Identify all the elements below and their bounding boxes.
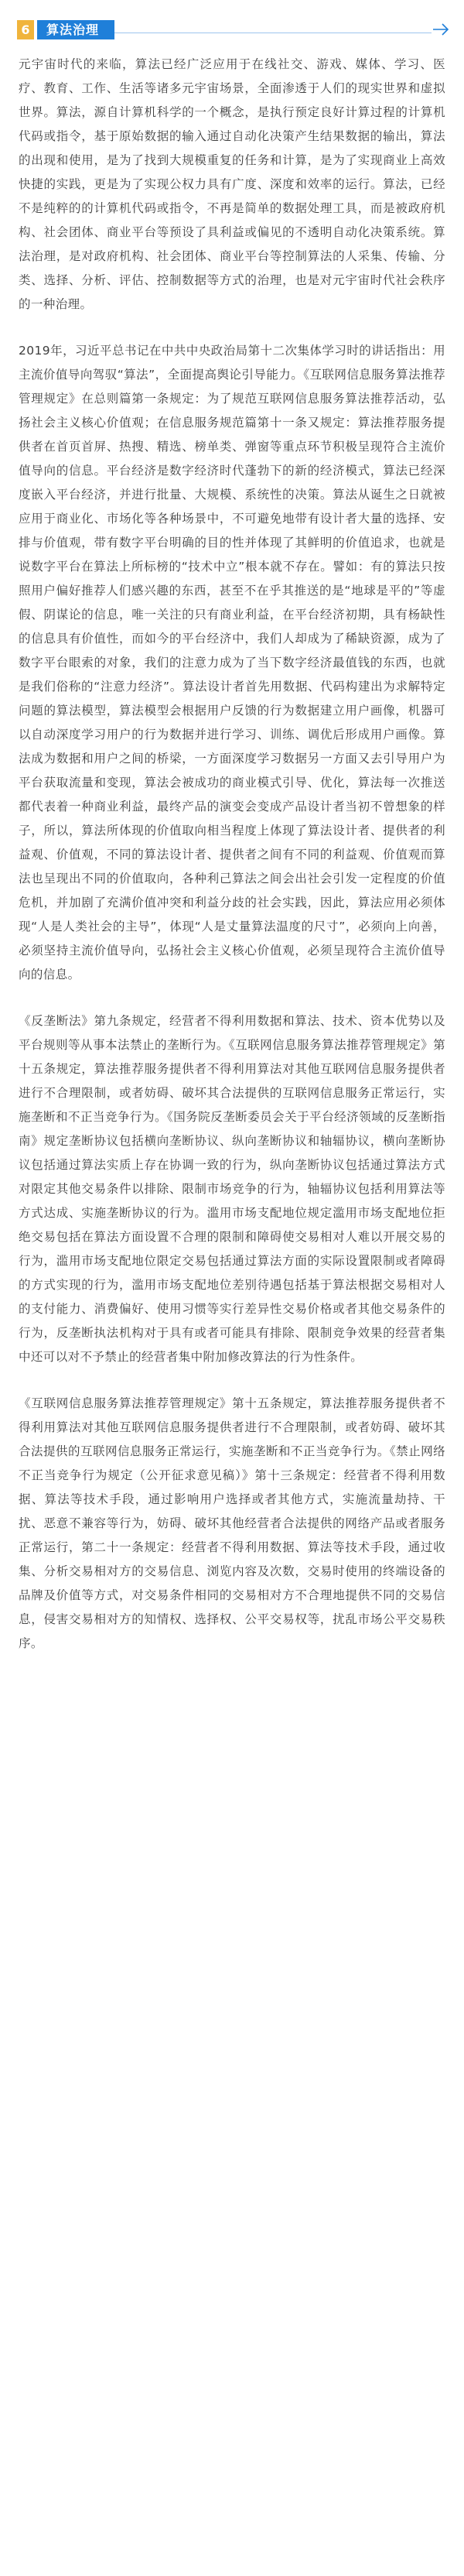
section-number-badge: 6 bbox=[17, 20, 34, 39]
section-title: 算法治理 bbox=[37, 20, 114, 39]
section-header bbox=[11, 12, 453, 46]
arrow-right-icon[interactable] bbox=[432, 20, 450, 39]
paragraph-3: 《反垄断法》第九条规定，经营者不得利用数据和算法、技术、资本优势以及平台规则等从事本法禁止的垄断行为。《互联网信息服务算法推荐管理规定》第十五条规定，算法推荐服务提供者不得利用算法对其他互联网信息服务提供者进行不合理限制，或者妨碍、破坏其合法提供的互联网信息服务正常运行，实施垄断和不正当竞争行为。《国务院反垄断委员会关于平台经济领域的反垄断指南》规定垄断协议包括横向垄断协议、纵向垄断协议和轴辐协议，横向垄断协议包括通过算法实质上存在协调一致的行为，纵向垄断协议包括通过算法方式对限定其他交易条件以排除、限制市场竞争的行为，轴辐协议包括利用算法等方式达成、实施垄断协议的行为。滥用市场支配地位规定滥用市场支配地位拒绝交易包括在算法方面设置不合理的限制和障碍使交易相对人难以开展交易的行为，滥用市场支配地位限定交易包括通过算法方面的实际设置限制或者障碍的方式实现的行为，滥用市场支配地位差别待遇包括基于算法根据交易相对人的支付能力、消费偏好、使用习惯等实行差异性交易价格或者其他交易条件的行为，反垄断执法机构对于具有或者可能具有排除、限制竞争效果的经营者集中还可以对不予禁止的经营者集中附加修改算法的行为性条件。 bbox=[19, 1014, 445, 1364]
paragraph-1: 元宇宙时代的来临，算法已经广泛应用于在线社交、游戏、媒体、学习、医疗、教育、工作、生活等诸多元宇宙场景，全面渗透于人们的现实世界和虚拟世界。算法，源自计算机科学的一个概念，是执行预定良好计算过程的计算机代码或指令，基于原始数据的输入通过自动化决策产生结果数据的输出，算法的出现和使用，是为了找到大规模重复的任务和计算，是为了实现商业上高效快捷的实践，更是为了实现公权力具有广度、深度和效率的运行。算法，已经不是纯粹的的计算机代码或指令，不再是简单的数据处理工具，而是被政府机构、社会团体、商业平台等预设了具利益或偏见的不透明自动化决策系统。算法治理，是对政府机构、社会团体、商业平台等控制算法的人采集、传输、分类、选择、分析、评估、控制数据等方式的治理，也是对元宇宙时代社会秩序的一种治理。 bbox=[19, 57, 445, 311]
paragraph-4: 《互联网信息服务算法推荐管理规定》第十五条规定，算法推荐服务提供者不得利用算法对其他互联网信息服务提供者进行不合理限制，或者妨碍、破坏其合法提供的互联网信息服务正常运行，实施垄断和不正当竞争行为。《禁止网络不正当竞争行为规定（公开征求意见稿）》第十三条规定：经营者不得利用数据、算法等技术手段，通过影响用户选择或者其他方式，实施流量劫持、干扰、恶意不兼容等行为，妨碍、破坏其他经营者合法提供的网络产品或者服务正常运行，第二十一条规定：经营者不得利用数据、算法等技术手段，通过收集、分析交易相对方的交易信息、浏览内容及次数，交易时使用的终端设备的品牌及价值等方式，对交易条件相同的交易相对方不合理地提供不同的交易信息，侵害交易相对方的知情权、选择权、公平交易权等，扰乱市场公平交易秩序。 bbox=[19, 1396, 445, 1650]
article-body bbox=[19, 53, 445, 1656]
paragraph-2: 2019年，习近平总书记在中共中央政治局第十二次集体学习时的讲话指出：用主流价值导向驾驭“算法”，全面提高舆论引导能力。《互联网信息服务算法推荐管理规定》在总则篇第一条规定：为了规范互联网信息服务算法推荐活动，弘扬社会主义核心价值观；在信息服务规范篇第十一条又规定：算法推荐服务提供者在首页首屏、热搜、精选、榜单类、弹窗等重点环节积极呈现符合主流价值导向的信息。平台经济是数字经济时代蓬勃下的新的经济模式，算法已经深度嵌入平台经济，并进行批量、大规模、系统性的决策。算法从诞生之日就被应用于商业化、市场化等各种场景中，不可避免地带有设计者大量的选择、安排与价值观，带有数字平台明确的目的性并体现了其鲜明的价值追求，也就是说数字平台在算法上所标榜的“技术中立”根本就不存在。譬如：有的算法只按照用户偏好推荐人们感兴趣的东西，甚至不在乎其推送的是“地球是平的”等虚假、阴谋论的信息，唯一关注的只有商业利益，在平台经济初期，具有杨缺性的信息具有价值性，而如今的平台经济中，我们人却成为了稀缺资源，成为了数字平台眼索的对象，我们的注意力成为了当下数字经济最值钱的东西，也就是我们俗称的“注意力经济”。算法设计者首先用数据、代码构建出为求解特定问题的算法模型，算法模型会根据用户反馈的行为数据建立用户画像，机器可以自动深度学习用户的行为数据并进行学习、训练、调优后形成用户画像。算法成为数据和用户之间的桥梁，一方面深度学习数据另一方面又去引导用户为平台获取流量和变现，算法会被成功的商业模式引导、优化，算法每一次推送都代表着一种商业利益，最终产品的演变会变成产品设计者当初不曾想象的样子，所以，算法所体现的价值取向相当程度上体现了算法设计者、提供者的利益观、价值观，不同的算法设计者、提供者之间有不同的利益观、价值观而算法也呈现出不同的价值取向，各种利己算法之间会出社会引发一定程度的价值危机，并加剧了充满价值冲突和利益分歧的社会实践，因此，算法应用必须体现“人是人类社会的主导”，体现“人是丈量算法温度的尺寸”，必须向上向善，必须坚持主流价值导向，弘扬社会主义核心价值观，必须呈现符合主流价值导向的信息。 bbox=[19, 344, 445, 981]
